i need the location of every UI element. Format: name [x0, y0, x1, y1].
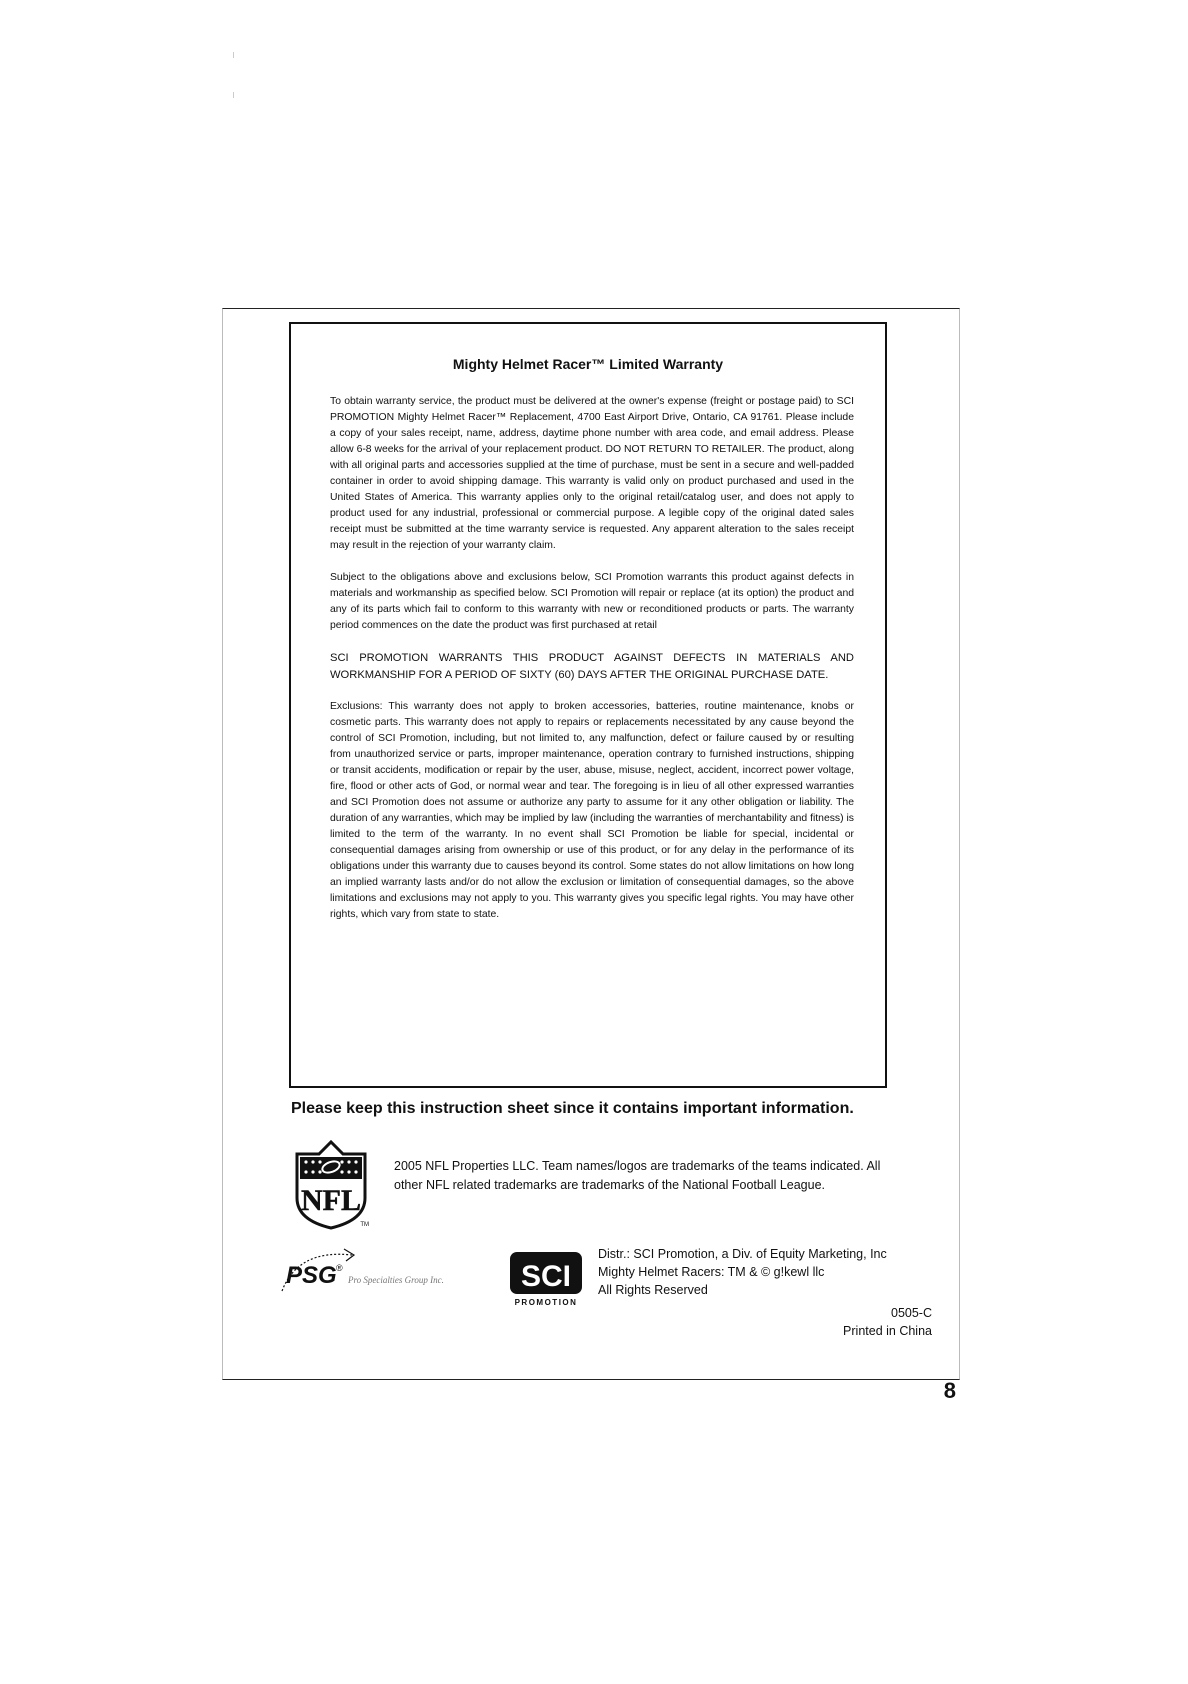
trademark-line: Mighty Helmet Racers: TM & © g!kewl llc — [598, 1265, 825, 1279]
warranty-paragraph-period: SCI PROMOTION WARRANTS THIS PRODUCT AGAINST DEFECTS IN MATERIALS AND WORKMANSHIP FOR A PERIOD OF SIXTY (60) DAYS AFTER THE ORIGINAL PURCHASE DATE. — [330, 652, 854, 681]
scan-mark — [233, 92, 234, 98]
warranty-title: Mighty Helmet Racer™ Limited Warranty — [452, 356, 724, 372]
print-origin: Printed in China — [843, 1324, 932, 1338]
distributor-line: Distr.: SCI Promotion, a Div. of Equity Marketing, Inc — [598, 1247, 887, 1261]
warranty-paragraph-exclusions: Exclusions: This warranty does not apply to broken accessories, batteries, routine maintenance, knobs or cosmetic parts. This warranty does not apply to repairs or replacements necessitated by any cause beyond the control of SCI Promotion, including, but not limited to, any malfunction, defect or failure caused by or resulting from unauthorized service or parts, improper maintenance, operation contrary to furnished instructions, shipping or transit accidents, modification or repair by the user, abuse, misuse, neglect, accident, incorrect power voltage, fire, flood or other acts of God, or normal wear and tear. The foregoing is in lieu of all other expressed warranties and SCI Promotion does not assume or authorize any party to assume for it any other obligation or liability. The duration of any warranties, which may be implied by law (including the warranties of merchantability and fitness) is limited to the term of the warranty. In no event shall SCI Promotion be liable for special, incidental or consequential damages arising from ownership or use of this product, or for any delay in the performance of its obligations under this warranty due to causes beyond its control. Some states do not allow limitations on how long an implied warranty lasts and/or do not allow the exclusion or limitation of consequential damages, so the above limitations and exclusions may not apply to you. This warranty gives you specific legal rights. You may have other rights, which vary from state to state. — [330, 701, 854, 920]
distributor-info — [598, 1245, 928, 1299]
print-info — [760, 1304, 932, 1340]
sci-promotion-logo — [506, 1250, 586, 1308]
psg-logo — [278, 1245, 462, 1301]
sci-logo-text: SCI — [520, 1260, 572, 1293]
rights-line: All Rights Reserved — [598, 1283, 708, 1297]
warranty-body — [330, 394, 854, 939]
page-number: 8 — [943, 1378, 956, 1403]
psg-logo-text: PSG — [286, 1262, 337, 1289]
psg-registered-mark: ® — [336, 1263, 343, 1273]
nfl-trademark-text: TM — [360, 1222, 369, 1228]
keep-instructions-notice: Please keep this instruction sheet since it contains important information. — [291, 1100, 854, 1117]
nfl-shield-logo — [291, 1140, 371, 1230]
sci-promotion-text: PROMOTION — [514, 1298, 578, 1307]
scan-mark — [233, 52, 234, 58]
nfl-logo-text: NFL — [301, 1184, 361, 1217]
warranty-paragraph-service: To obtain warranty service, the product must be delivered at the owner's expense (freight or postage paid) to SCI PROMOTION Mighty Helmet Racer™ Replacement, 4700 East Airport Drive, Ontario, CA 91761. Please include a copy of your sales receipt, name, address, daytime phone number with area code, and email address. Please allow 6-8 weeks for the arrival of your replacement product. DO NOT RETURN TO RETAILER. The product, along with all original parts and accessories supplied at the time of purchase, must be sent in a secure and well-padded container in order to avoid shipping damage. This warranty is valid only on product purchased and used in the United States of America. This warranty applies only to the original retail/catalog user, and does not apply to product used for any industrial, professional or commercial purpose. A legible copy of the original dated sales receipt must be submitted at the time warranty service is requested. Any apparent alteration to the sales receipt may result in the rejection of your warranty claim. — [330, 396, 854, 551]
psg-tagline: Pro Specialties Group Inc. — [348, 1275, 444, 1285]
nfl-trademark-notice: 2005 NFL Properties LLC. Team names/logos are trademarks of the teams indicated. All other NFL related trademarks are trademarks of the National Football League. — [394, 1159, 881, 1192]
print-code: 0505-C — [891, 1306, 932, 1320]
warranty-paragraph-obligations: Subject to the obligations above and exclusions below, SCI Promotion warrants this product against defects in materials and workmanship as specified below. SCI Promotion will repair or replace (at its option) the product and any of its parts which fail to conform to this warranty with new or reconditioned products or parts. The warranty period commences on the date the product was first purchased at retail — [330, 572, 854, 631]
